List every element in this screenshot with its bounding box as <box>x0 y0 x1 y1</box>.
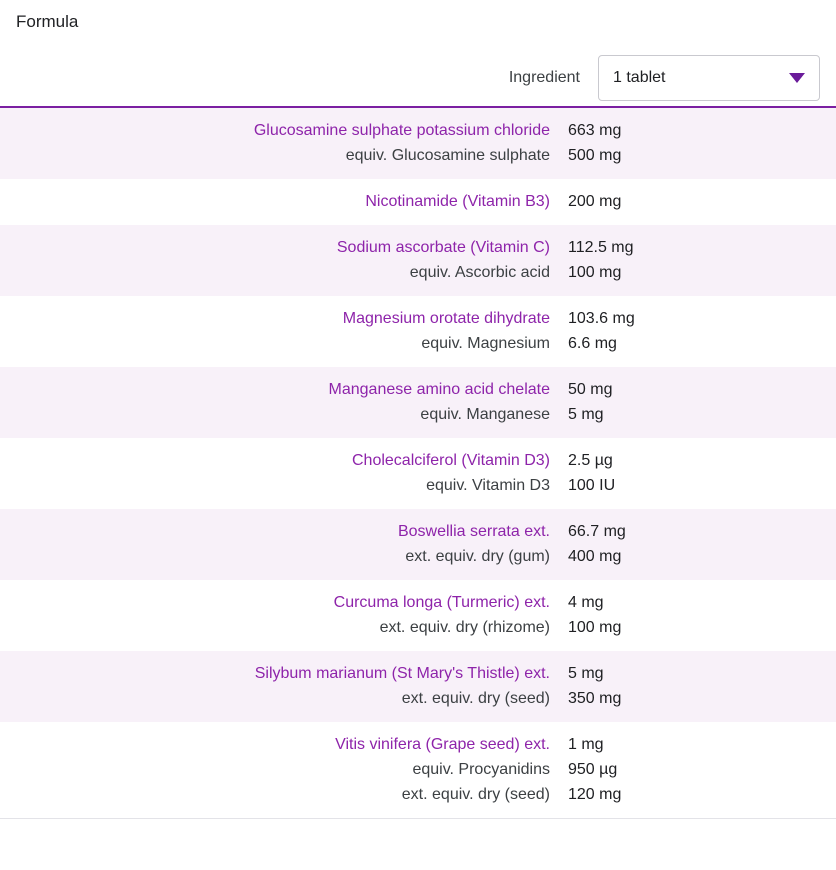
ingredient-name[interactable]: Nicotinamide (Vitamin B3) <box>365 193 550 210</box>
ingredient-equivalent-name: equiv. Ascorbic acid <box>409 264 550 281</box>
ingredient-amount: 120 mg <box>568 786 622 803</box>
ingredient-name[interactable]: Boswellia serrata ext. <box>397 523 550 540</box>
ingredient-names-cell <box>16 306 568 356</box>
formula-table-container <box>0 50 836 819</box>
table-row <box>0 108 836 179</box>
ingredient-amount: 663 mg <box>568 122 622 139</box>
ingredient-amount: 400 mg <box>568 548 622 565</box>
ingredient-names-cell <box>16 590 568 640</box>
ingredient-amounts-cell <box>568 118 820 168</box>
ingredient-names-cell <box>16 235 568 285</box>
ingredient-names-cell <box>16 448 568 498</box>
table-row <box>0 580 836 651</box>
ingredient-names-cell <box>16 519 568 569</box>
ingredient-amounts-cell <box>568 448 820 498</box>
formula-table-header <box>0 50 836 106</box>
ingredient-amount: 5 mg <box>568 406 604 423</box>
table-row <box>0 722 836 818</box>
ingredient-equivalent-name: ext. equiv. dry (seed) <box>401 786 550 803</box>
ingredient-amount: 112.5 mg <box>568 239 634 256</box>
ingredient-amount: 100 mg <box>568 264 622 281</box>
ingredient-amounts-cell <box>568 590 820 640</box>
ingredient-name[interactable]: Cholecalciferol (Vitamin D3) <box>352 452 550 469</box>
dose-unit-value: 1 tablet <box>613 69 666 86</box>
ingredient-amount: 100 mg <box>568 619 622 636</box>
ingredient-amount: 103.6 mg <box>568 310 635 327</box>
ingredient-equivalent-name: equiv. Manganese <box>420 406 550 423</box>
ingredient-amount: 950 µg <box>568 761 618 778</box>
ingredient-equivalent-name: ext. equiv. dry (seed) <box>401 690 550 707</box>
ingredient-amount: 2.5 µg <box>568 452 613 469</box>
ingredient-name[interactable]: Glucosamine sulphate potassium chloride <box>253 122 550 139</box>
ingredient-amounts-cell <box>568 189 820 214</box>
ingredient-amounts-cell <box>568 732 820 807</box>
ingredient-column-label: Ingredient <box>508 69 580 86</box>
ingredient-amount: 6.6 mg <box>568 335 617 352</box>
ingredient-amounts-cell <box>568 235 820 285</box>
ingredient-equivalent-name: ext. equiv. dry (rhizome) <box>379 619 550 636</box>
ingredient-amounts-cell <box>568 377 820 427</box>
ingredient-name[interactable]: Curcuma longa (Turmeric) ext. <box>333 594 550 611</box>
table-row <box>0 367 836 438</box>
ingredient-name[interactable]: Silybum marianum (St Mary's Thistle) ext. <box>254 665 550 682</box>
ingredient-amounts-cell <box>568 519 820 569</box>
ingredient-name[interactable]: Manganese amino acid chelate <box>328 381 550 398</box>
ingredient-name[interactable]: Magnesium orotate dihydrate <box>342 310 550 327</box>
ingredient-names-cell <box>16 661 568 711</box>
ingredient-amount: 4 mg <box>568 594 604 611</box>
table-row <box>0 225 836 296</box>
ingredient-equivalent-name: equiv. Glucosamine sulphate <box>345 147 550 164</box>
ingredient-names-cell <box>16 189 568 214</box>
ingredient-table <box>0 106 836 819</box>
ingredient-amount: 5 mg <box>568 665 604 682</box>
ingredient-name[interactable]: Sodium ascorbate (Vitamin C) <box>336 239 550 256</box>
ingredient-equivalent-name: equiv. Vitamin D3 <box>426 477 550 494</box>
table-row <box>0 651 836 722</box>
ingredient-equivalent-name: equiv. Procyanidins <box>412 761 550 778</box>
ingredient-names-cell <box>16 377 568 427</box>
table-row <box>0 509 836 580</box>
table-row <box>0 296 836 367</box>
ingredient-amounts-cell <box>568 661 820 711</box>
ingredient-amounts-cell <box>568 306 820 356</box>
page-title: Formula <box>16 12 79 31</box>
table-row <box>0 438 836 509</box>
ingredient-amount: 100 IU <box>568 477 616 494</box>
ingredient-amount: 1 mg <box>568 736 604 753</box>
table-row <box>0 179 836 225</box>
dose-unit-select[interactable] <box>598 55 820 101</box>
ingredient-amount: 350 mg <box>568 690 622 707</box>
ingredient-names-cell <box>16 732 568 807</box>
ingredient-name[interactable]: Vitis vinifera (Grape seed) ext. <box>335 736 550 753</box>
ingredient-names-cell <box>16 118 568 168</box>
ingredient-amount: 66.7 mg <box>568 523 626 540</box>
ingredient-amount: 50 mg <box>568 381 613 398</box>
ingredient-amount: 500 mg <box>568 147 622 164</box>
ingredient-equivalent-name: ext. equiv. dry (gum) <box>405 548 550 565</box>
chevron-down-icon <box>789 73 805 83</box>
ingredient-equivalent-name: equiv. Magnesium <box>421 335 550 352</box>
ingredient-amount: 200 mg <box>568 193 622 210</box>
